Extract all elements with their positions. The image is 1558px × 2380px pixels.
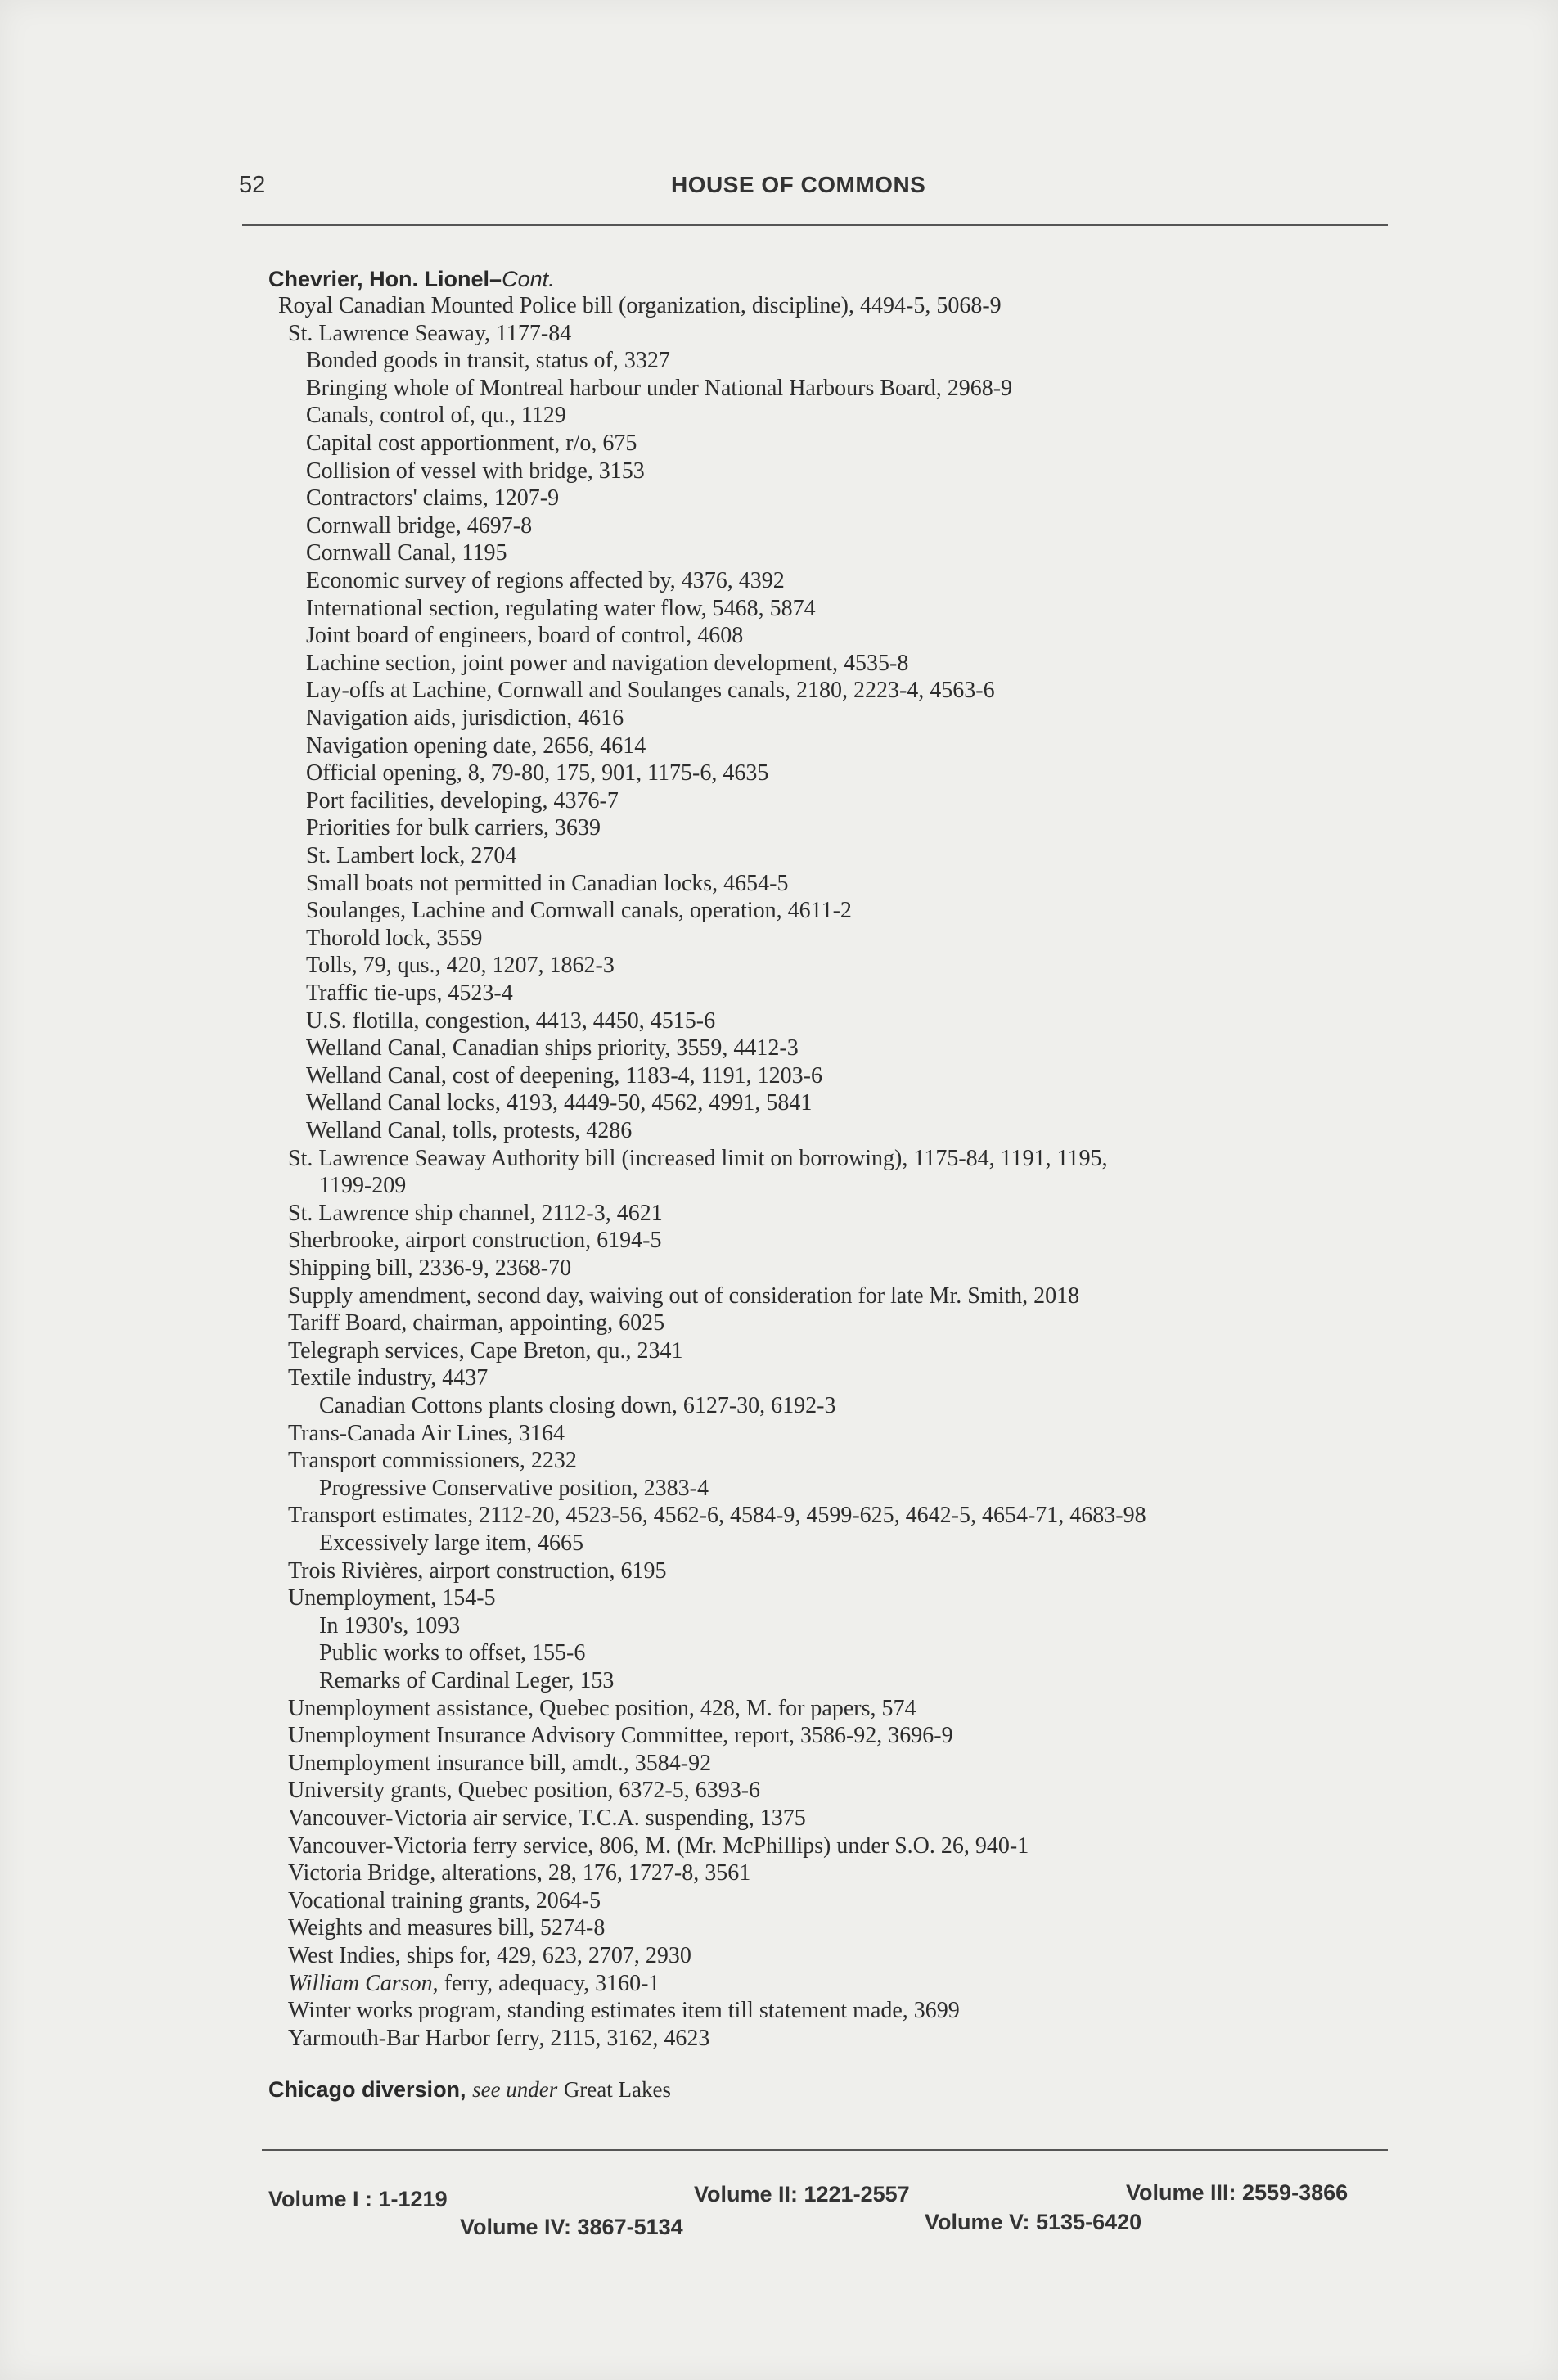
- index-line: Supply amendment, second day, waiving out of consideration for late Mr. Smith, 2018: [288, 1283, 1080, 1309]
- index-line: Priorities for bulk carriers, 3639: [306, 815, 601, 841]
- see-entry-target: Great Lakes: [563, 2077, 671, 2102]
- index-line: Winter works program, standing estimates item till statement made, 3699: [288, 1998, 960, 2023]
- index-line: Trans-Canada Air Lines, 3164: [288, 1421, 565, 1446]
- index-line: Weights and measures bill, 5274-8: [288, 1915, 606, 1941]
- index-line: Excessively large item, 4665: [319, 1530, 583, 1556]
- index-line: University grants, Quebec position, 6372-5, 6393-6: [288, 1778, 761, 1803]
- footer-volume-1: Volume I : 1-1219: [268, 2187, 448, 2211]
- index-line: Welland Canal, cost of deepening, 1183-4, 1191, 1203-6: [306, 1063, 822, 1089]
- see-entry-see: see under: [472, 2077, 558, 2102]
- index-line: Canadian Cottons plants closing down, 6127-30, 6192-3: [319, 1393, 836, 1418]
- index-line: Official opening, 8, 79-80, 175, 901, 1175-6, 4635: [306, 760, 769, 786]
- entry-heading: [268, 267, 555, 292]
- index-line: Soulanges, Lachine and Cornwall canals, operation, 4611-2: [306, 898, 852, 923]
- index-line: St. Lawrence Seaway Authority bill (increased limit on borrowing), 1175-84, 1191, 1195,: [288, 1146, 1108, 1171]
- index-line: International section, regulating water flow, 5468, 5874: [306, 596, 816, 621]
- index-line: Tolls, 79, qus., 420, 1207, 1862-3: [306, 953, 615, 978]
- index-line: Unemployment insurance bill, amdt., 3584-92: [288, 1751, 712, 1776]
- index-line: St. Lambert lock, 2704: [306, 843, 517, 868]
- index-line: Vocational training grants, 2064-5: [288, 1888, 601, 1913]
- index-line: Victoria Bridge, alterations, 28, 176, 1727-8, 3561: [288, 1860, 751, 1886]
- index-line: Port facilities, developing, 4376-7: [306, 788, 619, 814]
- index-line: Unemployment Insurance Advisory Committee, report, 3586-92, 3696-9: [288, 1723, 953, 1748]
- index-line: Bringing whole of Montreal harbour under National Harbours Board, 2968-9: [306, 376, 1013, 401]
- page-number: 52: [239, 172, 266, 198]
- index-line: Yarmouth-Bar Harbor ferry, 2115, 3162, 4623: [288, 2026, 710, 2051]
- footer-volume-3: Volume III: 2559-3866: [1126, 2180, 1349, 2205]
- index-line: U.S. flotilla, congestion, 4413, 4450, 4515-6: [306, 1008, 716, 1034]
- heading-cont: Cont.: [502, 267, 555, 291]
- page-title: HOUSE OF COMMONS: [671, 172, 926, 197]
- index-line: Welland Canal locks, 4193, 4449-50, 4562, 4991, 5841: [306, 1090, 813, 1116]
- index-line: Progressive Conservative position, 2383-4: [319, 1476, 709, 1501]
- footer-rule: [262, 2149, 1388, 2151]
- index-line-italic: William Carson: [288, 1971, 433, 1996]
- see-entry-head: Chicago diversion,: [268, 2077, 466, 2102]
- footer-volume-5: Volume V: 5135-6420: [925, 2210, 1142, 2234]
- header-rule: [242, 224, 1388, 226]
- index-line: Cornwall Canal, 1195: [306, 540, 507, 566]
- index-line: Shipping bill, 2336-9, 2368-70: [288, 1255, 572, 1281]
- index-line: Canals, control of, qu., 1129: [306, 403, 566, 428]
- index-line: Capital cost apportionment, r/o, 675: [306, 430, 637, 456]
- index-line: Sherbrooke, airport construction, 6194-5: [288, 1228, 662, 1253]
- footer-volume-2: Volume II: 1221-2557: [694, 2182, 910, 2206]
- index-line: Welland Canal, Canadian ships priority, 3559, 4412-3: [306, 1035, 799, 1061]
- index-line: Vancouver-Victoria air service, T.C.A. suspending, 1375: [288, 1805, 806, 1831]
- index-line: Lay-offs at Lachine, Cornwall and Soulanges canals, 2180, 2223-4, 4563-6: [306, 678, 995, 703]
- index-line: Telegraph services, Cape Breton, qu., 2341: [288, 1338, 683, 1364]
- index-line: Thorold lock, 3559: [306, 926, 483, 951]
- index-line: Vancouver-Victoria ferry service, 806, M. (Mr. McPhillips) under S.O. 26, 940-1: [288, 1833, 1029, 1859]
- index-line: Tariff Board, chairman, appointing, 6025: [288, 1310, 665, 1336]
- index-line: Joint board of engineers, board of control, 4608: [306, 623, 744, 648]
- index-line: Public works to offset, 155-6: [319, 1640, 586, 1666]
- index-line: Royal Canadian Mounted Police bill (organization, discipline), 4494-5, 5068-9: [278, 293, 1002, 318]
- see-entry: [268, 2077, 671, 2103]
- index-line-rest: , ferry, adequacy, 3160-1: [432, 1971, 660, 1996]
- index-line: 1199-209: [319, 1173, 407, 1198]
- index-line: Welland Canal, tolls, protests, 4286: [306, 1118, 633, 1143]
- index-line: Transport commissioners, 2232: [288, 1448, 577, 1473]
- index-line: West Indies, ships for, 429, 623, 2707, 2930: [288, 1943, 691, 1968]
- heading-name: Chevrier, Hon. Lionel–: [268, 267, 502, 291]
- index-line: In 1930's, 1093: [319, 1613, 461, 1639]
- index-line: Remarks of Cardinal Leger, 153: [319, 1668, 615, 1693]
- index-line: Navigation opening date, 2656, 4614: [306, 733, 646, 759]
- index-line: Navigation aids, jurisdiction, 4616: [306, 705, 624, 731]
- index-line: Traffic tie-ups, 4523-4: [306, 980, 513, 1006]
- index-line: Small boats not permitted in Canadian locks, 4654-5: [306, 871, 789, 896]
- index-line: St. Lawrence ship channel, 2112-3, 4621: [288, 1201, 663, 1226]
- index-line: Textile industry, 4437: [288, 1365, 489, 1391]
- index-line: Cornwall bridge, 4697-8: [306, 513, 533, 539]
- index-line: St. Lawrence Seaway, 1177-84: [288, 321, 572, 346]
- index-line: [288, 1971, 660, 1997]
- index-line: Collision of vessel with bridge, 3153: [306, 458, 645, 484]
- index-line: Lachine section, joint power and navigation development, 4535-8: [306, 651, 909, 676]
- index-line: Economic survey of regions affected by, 4376, 4392: [306, 568, 785, 593]
- index-line: Trois Rivières, airport construction, 6195: [288, 1558, 667, 1584]
- index-line: Bonded goods in transit, status of, 3327: [306, 348, 670, 373]
- footer-volume-4: Volume IV: 3867-5134: [460, 2215, 683, 2239]
- index-line: Unemployment assistance, Quebec position, 428, M. for papers, 574: [288, 1696, 916, 1721]
- index-line: Transport estimates, 2112-20, 4523-56, 4562-6, 4584-9, 4599-625, 4642-5, 4654-71, 4683-98: [288, 1503, 1146, 1528]
- index-line: Unemployment, 154-5: [288, 1585, 496, 1611]
- index-line: Contractors' claims, 1207-9: [306, 485, 560, 511]
